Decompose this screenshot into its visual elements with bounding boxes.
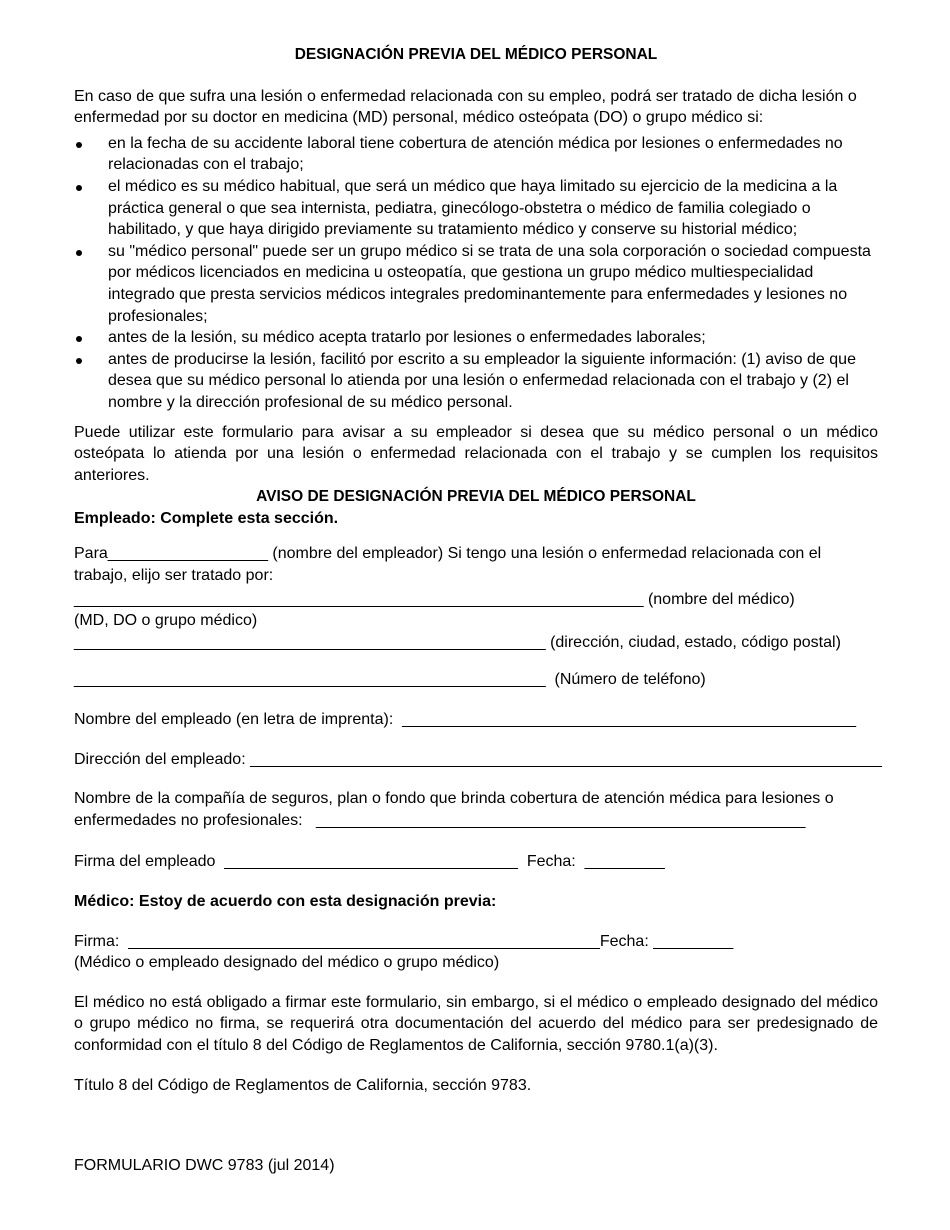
usage-note: Puede utilizar este formulario para avisar a su empleador si desea que su médico personal o un médico osteópata lo atienda por una lesión o enfermedad relacionada con el trabajo y se cumplen los requisitos anteriores.	[74, 423, 878, 484]
employee-address-line: Dirección del empleado: _______________________________________________________________________	[74, 750, 882, 768]
signer-note: (Médico o empleado designado del médico o grupo médico)	[74, 954, 500, 972]
list-item: su "médico personal" puede ser un grupo médico si se trata de una sola corporación o sociedad compuesta por médicos licenciados en medicina u osteopatía, que gestiona un grupo médico multiespecialidad integrado que presta servicios médicos integrales predominantemente para enfermedades y lesiones no profesionales;	[74, 241, 878, 327]
form-id: FORMULARIO DWC 9783 (jul 2014)	[74, 1157, 335, 1174]
intro-paragraph: En caso de que sufra una lesión o enfermedad relacionada con su empleo, podrá ser tratado de dicha lesión o enfermedad por su doctor en medicina (MD) personal, médico osteópata (DO) o grupo médico si:	[74, 87, 857, 127]
insurance-field[interactable]: _______________________________________________________	[307, 811, 806, 829]
bullet-icon	[76, 358, 82, 364]
employer-line: Para__________________ (nombre del empleador) Si tengo una lesión o enfermedad relacionada con el trabajo, elijo ser tratado por:	[74, 545, 822, 585]
insurance-line: Nombre de la compañía de seguros, plan o fondo que brinda cobertura de atención médica para lesiones o enfermedades no profesionales: _______________________________________________________	[74, 790, 834, 829]
disclaimer-paragraph: El médico no está obligado a firmar este formulario, sin embargo, si el médico o empleado designado del médico o grupo médico no firma, se requerirá otra documentación del acuerdo del médico para ser predesignado de conformidad con el título 8 del Código de Reglamentos de California, sección 9780.1(a)(3).	[74, 993, 878, 1054]
physician-type-note: (MD, DO o grupo médico)	[74, 612, 258, 630]
employee-name-line: Nombre del empleado (en letra de imprenta): ___________________________________________________	[74, 711, 856, 729]
physician-section-heading: Médico: Estoy de acuerdo con esta designación previa:	[74, 893, 497, 910]
citation: Título 8 del Código de Reglamentos de California, sección 9783.	[74, 1076, 532, 1094]
list-item: en la fecha de su accidente laboral tiene cobertura de atención médica por lesiones o enfermedades no relacionadas con el trabajo;	[74, 133, 878, 176]
employee-date-field[interactable]: _________	[580, 853, 665, 871]
employee-address-field[interactable]: _______________________________________________________________________	[250, 750, 882, 768]
physician-signature-line: Firma: _____________________________________________________Fecha: _________	[74, 932, 734, 950]
form-page	[74, 44, 882, 1096]
list-item: el médico es su médico habitual, que será un médico que haya limitado su ejercicio de la medicina a la práctica general o que sea internista, pediatra, ginecólogo-obstetra o médico de familia colegiado o habilitado, y que haya dirigido previamente su tratamiento médico y conserve su historial médico;	[74, 176, 878, 241]
list-item: antes de la lesión, su médico acepta tratarlo por lesiones o enfermedades laborales;	[74, 327, 878, 349]
physician-signature-field[interactable]: _____________________________________________________	[123, 932, 600, 950]
physician-phone-line: _____________________________________________________ (Número de teléfono)	[74, 671, 706, 689]
notice-title: AVISO DE DESIGNACIÓN PREVIA DEL MÉDICO PERSONAL	[256, 488, 696, 506]
page-title: DESIGNACIÓN PREVIA DEL MÉDICO PERSONAL	[294, 46, 658, 63]
employee-signature-field[interactable]: _________________________________	[219, 853, 518, 871]
physician-address-field[interactable]: _____________________________________________________	[74, 633, 546, 651]
employer-name-field[interactable]: __________________	[107, 545, 268, 563]
physician-phone-field[interactable]: _____________________________________________________	[74, 671, 546, 689]
employee-name-field[interactable]: ___________________________________________________	[397, 711, 856, 729]
bullet-icon	[76, 336, 82, 342]
physician-name-field[interactable]: ________________________________________________________________	[74, 590, 644, 608]
employee-section-heading: Empleado: Complete esta sección.	[74, 509, 339, 527]
physician-name-line: ________________________________________________________________ (nombre del médico)	[74, 590, 795, 608]
list-item: antes de producirse la lesión, facilitó por escrito a su empleador la siguiente información: (1) aviso de que desea que su médico personal lo atienda por una lesión o enfermedad relacionada con el trabajo y (2) el nombre y la dirección profesional de su médico personal.	[74, 349, 878, 414]
physician-address-line: _____________________________________________________ (dirección, ciudad, estado, código postal)	[74, 633, 841, 651]
employee-signature-line: Firma del empleado _________________________________ Fecha: _________	[74, 853, 665, 871]
bullet-icon	[76, 142, 82, 148]
bullet-icon	[76, 185, 82, 191]
bullet-icon	[76, 250, 82, 256]
requirements-list	[74, 133, 878, 414]
physician-date-field[interactable]: _________	[653, 932, 734, 950]
